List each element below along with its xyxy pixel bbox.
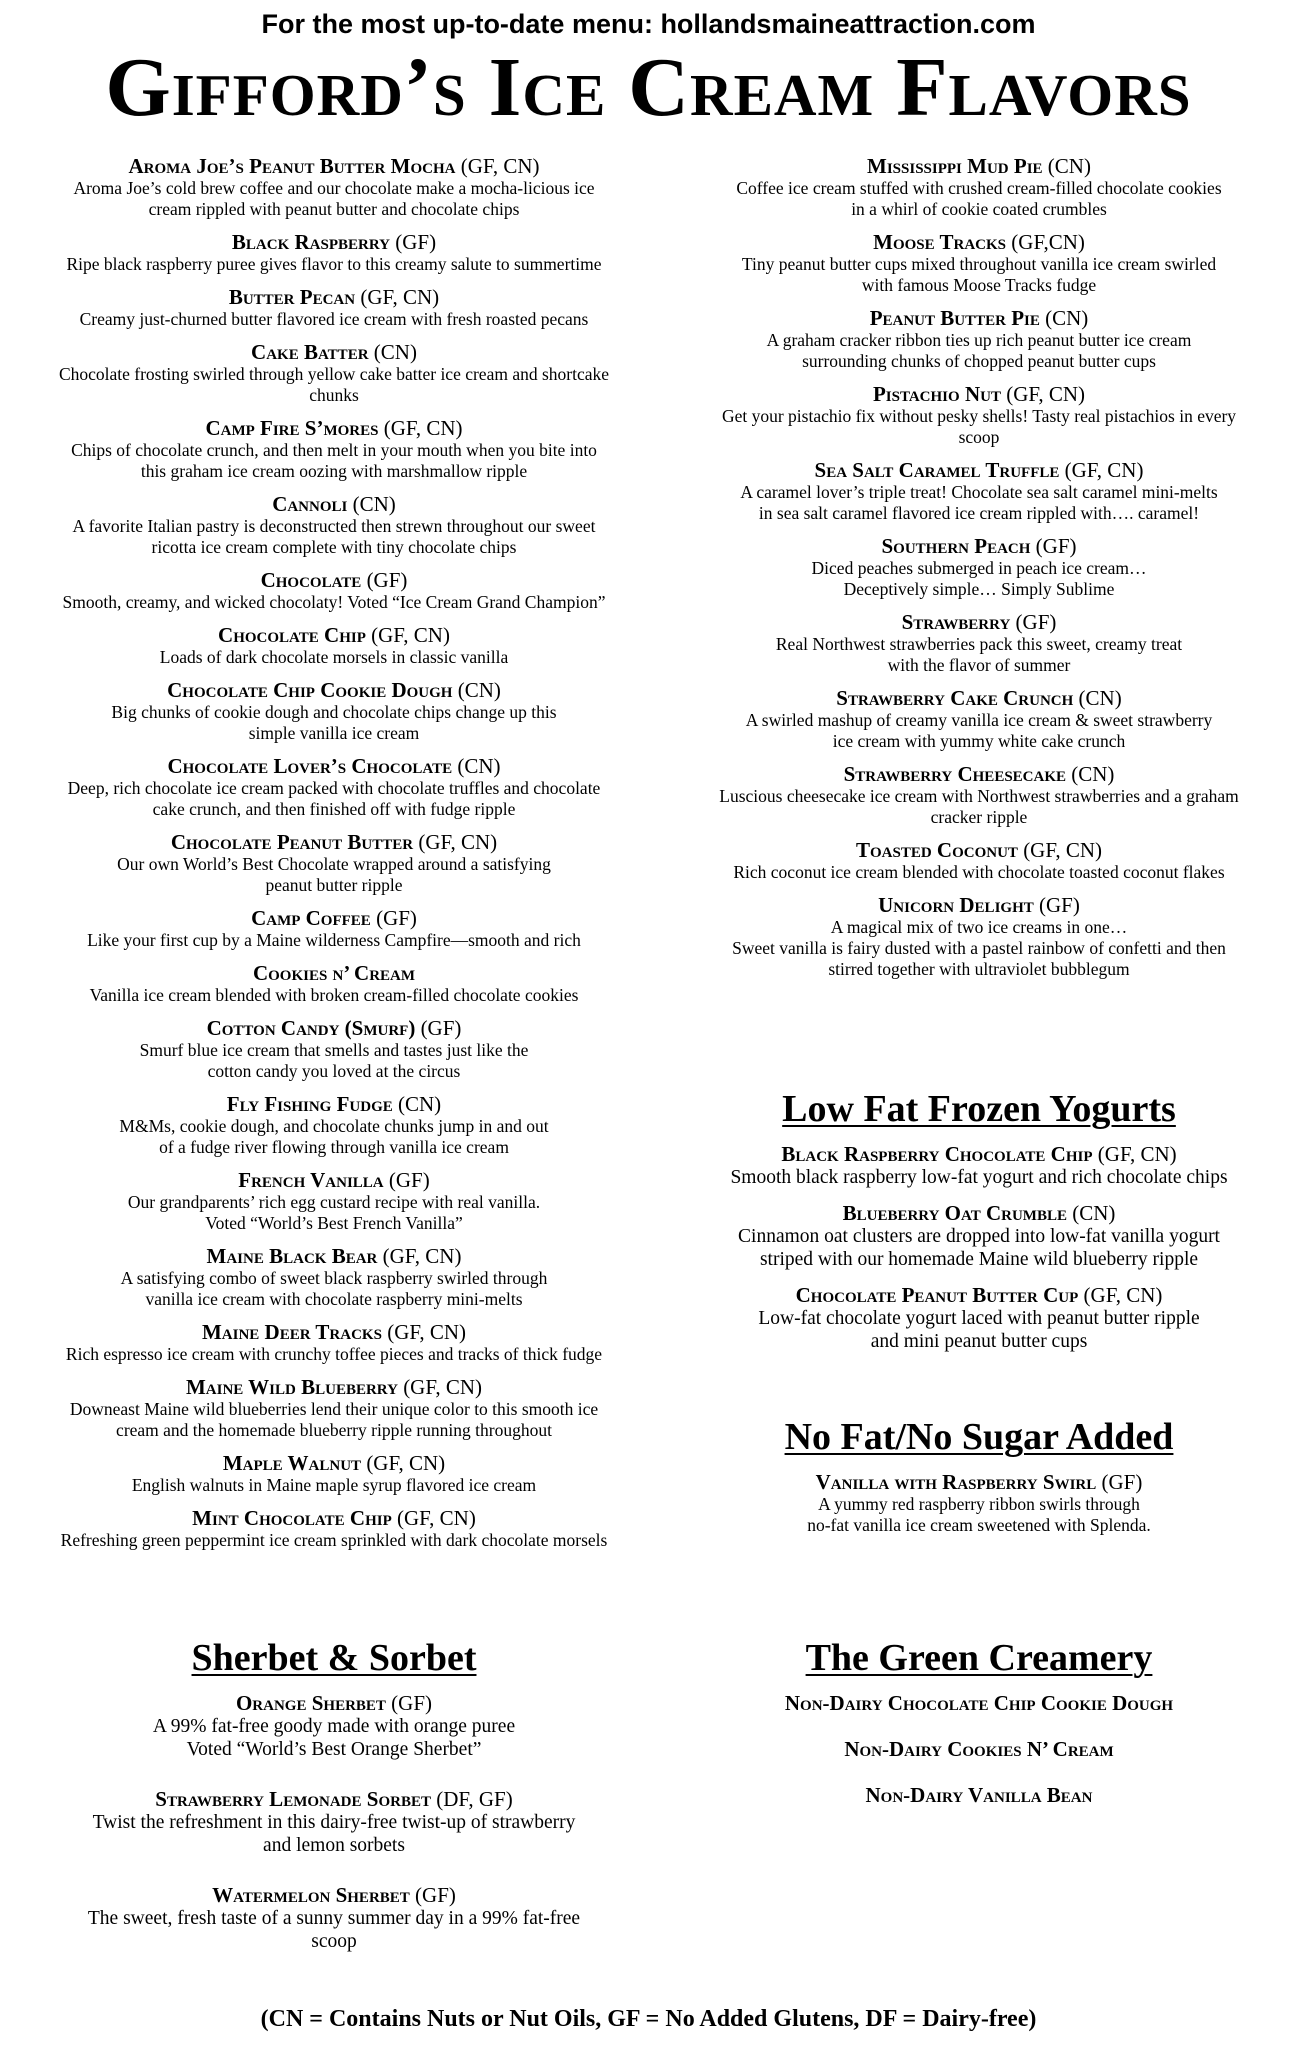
ice-cream-right-column [684, 154, 1274, 990]
flavor-description: Smooth, creamy, and wicked chocolaty! Voted “Ice Cream Grand Champion” [62, 592, 606, 612]
flavor-description: Get your pistachio fix without pesky shells! Tasty real pistachios in every [721, 406, 1237, 426]
flavor-item [24, 1092, 644, 1158]
flavor-description: ricotta ice cream complete with tiny chocolate chips [151, 537, 517, 557]
flavor-description: Our grandparents’ rich egg custard recipe with real vanilla. [127, 1192, 541, 1212]
flavor-name [684, 1201, 1274, 1225]
flavor-description: Smooth black raspberry low-fat yogurt and rich chocolate chips [730, 1167, 1228, 1188]
flavor-name-text: Sea Salt Caramel Truffle [814, 458, 1060, 482]
flavor-description: Downeast Maine wild blueberries lend their unique color to this smooth ice [69, 1399, 599, 1419]
flavor-description: in sea salt caramel flavored ice cream rippled with…. caramel! [758, 503, 1200, 523]
flavor-name [24, 1787, 644, 1811]
flavor-item [684, 230, 1274, 296]
flavor-description: in a whirl of cookie coated crumbles [851, 199, 1107, 219]
flavor-tags: (GF, CN) [366, 1451, 446, 1475]
flavor-tags: (GF, CN) [397, 1506, 476, 1530]
flavor-name-text: Chocolate Lover’s Chocolate [167, 754, 453, 778]
flavor-name [24, 1691, 644, 1715]
flavor-tags: (GF, CN) [418, 830, 498, 854]
flavor-name [24, 1320, 644, 1344]
flavor-name-text: Pistachio Nut [872, 382, 1001, 406]
flavor-description: Rich espresso ice cream with crunchy toffee pieces and tracks of thick fudge [65, 1344, 603, 1364]
flavor-description: Cinnamon oat clusters are dropped into low-fat vanilla yogurt [738, 1226, 1220, 1247]
flavor-item [684, 1470, 1274, 1536]
flavor-name-text: Strawberry Cake Crunch [836, 686, 1074, 710]
flavor-description: Diced peaches submerged in peach ice cream… [811, 558, 1147, 578]
flavor-description: ice cream with yummy white cake crunch [832, 731, 1126, 751]
flavor-description: Deep, rich chocolate ice cream packed with chocolate truffles and chocolate [67, 778, 601, 798]
flavor-name-text: Vanilla with Raspberry Swirl [815, 1470, 1097, 1494]
flavor-tags: (CN) [352, 492, 396, 516]
flavor-name [24, 154, 644, 178]
flavor-tags: (GF) [1039, 893, 1080, 917]
flavor-name [24, 568, 644, 592]
flavor-item [684, 1201, 1274, 1271]
flavor-name-text: Mississippi Mud Pie [867, 154, 1043, 178]
flavor-item [24, 340, 644, 406]
flavor-description: scoop [958, 427, 1000, 447]
frozen-yogurt-list [684, 1142, 1274, 1353]
sherbet-title: Sherbet & Sorbet [191, 1637, 477, 1679]
flavor-name [684, 1283, 1274, 1307]
flavor-name [24, 1092, 644, 1116]
flavor-name [24, 340, 644, 364]
flavor-description: chunks [309, 385, 359, 405]
flavor-name [24, 754, 644, 778]
flavor-tags: (GF) [376, 906, 417, 930]
flavor-description: A favorite Italian pastry is deconstructed then strewn throughout our sweet [72, 516, 596, 536]
flavor-name [24, 1451, 644, 1475]
flavor-description: Refreshing green peppermint ice cream sprinkled with dark chocolate morsels [60, 1530, 608, 1550]
flavor-description: vanilla ice cream with chocolate raspberry mini-melts [145, 1289, 523, 1309]
flavor-description: striped with our homemade Maine wild blueberry ripple [759, 1249, 1199, 1270]
flavor-name-text: Aroma Joe’s Peanut Butter Mocha [128, 154, 456, 178]
flavor-name [24, 906, 644, 930]
flavor-description: Creamy just-churned butter flavored ice cream with fresh roasted pecans [79, 309, 589, 329]
flavor-item [24, 830, 644, 896]
flavor-list-right [684, 154, 1274, 980]
flavor-name [24, 285, 644, 309]
flavor-name [684, 893, 1274, 917]
flavor-description: A yummy red raspberry ribbon swirls through [818, 1494, 1140, 1514]
flavor-item [24, 1244, 644, 1310]
flavor-name-text: Mint Chocolate Chip [192, 1506, 392, 1530]
flavor-name-text: Chocolate Peanut Butter [170, 830, 414, 854]
no-fat-list [684, 1470, 1274, 1536]
flavor-item [684, 686, 1274, 752]
flavor-item [684, 154, 1274, 220]
flavor-tags: (CN) [457, 678, 501, 702]
flavor-name-text: Chocolate Chip [218, 623, 366, 647]
flavor-tags: (GF) [1015, 610, 1057, 634]
green-creamery-item: Non-Dairy Cookies N’ Cream [844, 1737, 1114, 1761]
flavor-description: Like your first cup by a Maine wilderness Campfire—smooth and rich [87, 930, 581, 950]
flavor-name-text: French Vanilla [238, 1168, 384, 1192]
flavor-description: with the flavor of summer [887, 655, 1071, 675]
flavor-name-text: Peanut Butter Pie [869, 306, 1040, 330]
flavor-tags: (CN) [1071, 762, 1115, 786]
flavor-description: Smurf blue ice cream that smells and tastes just like the [139, 1040, 529, 1060]
green-creamery-section [684, 1635, 1274, 1829]
no-fat-title: No Fat/No Sugar Added [784, 1416, 1174, 1458]
flavor-name-text: Strawberry [901, 610, 1011, 634]
flavor-name-text: Strawberry Cheesecake [843, 762, 1067, 786]
flavor-name-text: Unicorn Delight [878, 893, 1034, 917]
flavor-description: Rich coconut ice cream blended with chocolate toasted coconut flakes [733, 862, 1225, 882]
flavor-tags: (GF) [388, 1168, 430, 1192]
flavor-tags: (CN) [398, 1092, 442, 1116]
flavor-tags: (GF, CN) [371, 623, 450, 647]
flavor-name-text: Orange Sherbet [235, 1691, 386, 1715]
flavor-tags: (GF) [366, 568, 408, 592]
flavor-tags: (GF) [395, 230, 437, 254]
flavor-name [684, 838, 1274, 862]
flavor-name-text: Black Raspberry [231, 230, 390, 254]
flavor-name [684, 534, 1274, 558]
flavor-tags: (GF, CN) [360, 285, 440, 309]
flavor-description: peanut butter ripple [265, 875, 403, 895]
flavor-tags: (GF, CN) [1083, 1283, 1163, 1307]
flavor-tags: (CN) [1078, 686, 1122, 710]
flavor-item [684, 1142, 1274, 1189]
flavor-item [24, 754, 644, 820]
flavor-item [24, 1168, 644, 1234]
flavor-tags: (CN) [1045, 306, 1089, 330]
flavor-item [24, 961, 644, 1006]
flavor-item [684, 838, 1274, 883]
frozen-yogurt-section [684, 1086, 1274, 1365]
flavor-description: Tiny peanut butter cups mixed throughout vanilla ice cream swirled [741, 254, 1217, 274]
flavor-description: Big chunks of cookie dough and chocolate chips change up this [111, 702, 557, 722]
flavor-description: scoop [311, 1931, 357, 1952]
flavor-name [24, 961, 644, 985]
flavor-description: A 99% fat-free goody made with orange puree [152, 1716, 516, 1737]
flavor-item [24, 492, 644, 558]
flavor-description: Chocolate frosting swirled through yellow cake batter ice cream and shortcake [58, 364, 610, 384]
flavor-description: Low-fat chocolate yogurt laced with peanut butter ripple [758, 1308, 1200, 1329]
flavor-tags: (GF) [1101, 1470, 1143, 1494]
flavor-name [24, 1506, 644, 1530]
flavor-description: Vanilla ice cream blended with broken cream-filled chocolate cookies [89, 985, 579, 1005]
flavor-tags: (GF,CN) [1011, 230, 1085, 254]
flavor-name [684, 1142, 1274, 1166]
flavor-name [24, 1168, 644, 1192]
flavor-tags: (CN) [457, 754, 501, 778]
flavor-description: Aroma Joe’s cold brew coffee and our chocolate make a mocha-licious ice [73, 178, 595, 198]
flavor-description: The sweet, fresh taste of a sunny summer day in a 99% fat-free [87, 1908, 581, 1929]
flavor-name-text: Maine Deer Tracks [201, 1320, 382, 1344]
flavor-item [684, 1283, 1274, 1353]
flavor-description: Twist the refreshment in this dairy-free twist-up of strawberry [92, 1812, 576, 1833]
flavor-name [24, 1883, 644, 1907]
flavor-tags: (GF, CN) [387, 1320, 467, 1344]
flavor-description: and lemon sorbets [263, 1835, 405, 1856]
flavor-item [24, 416, 644, 482]
flavor-tags: (GF) [415, 1883, 456, 1907]
flavor-tags: (GF) [1035, 534, 1077, 558]
flavor-tags: (CN) [1047, 154, 1091, 178]
flavor-name [684, 1470, 1274, 1494]
flavor-item [684, 382, 1274, 448]
flavor-name [684, 154, 1274, 178]
flavor-description: with famous Moose Tracks fudge [861, 275, 1097, 295]
sherbet-list [24, 1691, 644, 1953]
ice-cream-left-column [24, 154, 644, 1561]
green-creamery-item: Non-Dairy Vanilla Bean [865, 1783, 1093, 1807]
flavor-item [684, 534, 1274, 600]
flavor-name-text: Camp Fire S’mores [205, 416, 379, 440]
flavor-description: M&Ms, cookie dough, and chocolate chunks jump in and out [119, 1116, 549, 1136]
flavor-name-text: Maine Black Bear [206, 1244, 378, 1268]
flavor-item [24, 1506, 644, 1551]
flavor-description: cake crunch, and then finished off with fudge ripple [152, 799, 516, 819]
flavor-description: Luscious cheesecake ice cream with Northwest strawberries and a graham [719, 786, 1239, 806]
flavor-description: Real Northwest strawberries pack this sweet, creamy treat [775, 634, 1183, 654]
sherbet-section [24, 1635, 644, 1979]
flavor-name-text: Black Raspberry Chocolate Chip [781, 1142, 1093, 1166]
flavor-name [24, 1016, 644, 1040]
flavor-description: surrounding chunks of chopped peanut butter cups [802, 351, 1156, 371]
flavor-item [24, 1375, 644, 1441]
flavor-description: A magical mix of two ice creams in one… [830, 917, 1128, 937]
flavor-description: Sweet vanilla is fairy dusted with a pastel rainbow of confetti and then [732, 938, 1226, 958]
flavor-item [24, 1691, 644, 1761]
flavor-name-text: Strawberry Lemonade Sorbet [155, 1787, 431, 1811]
flavor-tags: (GF, CN) [403, 1375, 483, 1399]
flavor-item [24, 568, 644, 613]
flavor-description: Loads of dark chocolate morsels in classic vanilla [159, 647, 509, 667]
flavor-tags: (GF) [420, 1016, 462, 1040]
flavor-name-text: Cookies n’ Cream [252, 961, 416, 985]
url-line: For the most up-to-date menu: hollandsmaineattraction.com [261, 9, 1036, 39]
flavor-name-text: Camp Coffee [251, 906, 371, 930]
flavor-description: Chips of chocolate crunch, and then melt in your mouth when you bite into [71, 440, 597, 460]
flavor-item [24, 154, 644, 220]
flavor-item [684, 458, 1274, 524]
flavor-name-text: Watermelon Sherbet [212, 1883, 410, 1907]
flavor-description: Voted “World’s Best French Vanilla” [205, 1213, 463, 1233]
flavor-name-text: Maine Wild Blueberry [185, 1375, 398, 1399]
flavor-name [24, 492, 644, 516]
flavor-name [684, 686, 1274, 710]
flavor-name [24, 416, 644, 440]
flavor-description: A caramel lover’s triple treat! Chocolate sea salt caramel mini-melts [740, 482, 1218, 502]
flavor-name-text: Moose Tracks [873, 230, 1007, 254]
no-fat-section [684, 1414, 1274, 1546]
flavor-item [684, 610, 1274, 676]
flavor-tags: (GF, CN) [382, 1244, 462, 1268]
flavor-description: of a fudge river flowing through vanilla ice cream [159, 1137, 509, 1157]
flavor-tags: (CN) [1072, 1201, 1116, 1225]
flavor-description: Voted “World’s Best Orange Sherbet” [186, 1739, 482, 1760]
flavor-name [684, 230, 1274, 254]
flavor-item [24, 678, 644, 744]
flavor-item [684, 762, 1274, 828]
flavor-tags: (GF, CN) [1097, 1142, 1177, 1166]
flavor-name [24, 230, 644, 254]
flavor-tags: (GF, CN) [1064, 458, 1144, 482]
flavor-description: Deceptively simple… Simply Sublime [843, 579, 1115, 599]
flavor-tags: (DF, GF) [436, 1787, 513, 1811]
flavor-name [24, 678, 644, 702]
flavor-name-text: Butter Pecan [228, 285, 356, 309]
flavor-description: no-fat vanilla ice cream sweetened with Splenda. [807, 1515, 1151, 1535]
flavor-description: Our own World’s Best Chocolate wrapped around a satisfying [117, 854, 551, 874]
flavor-description: cotton candy you loved at the circus [207, 1061, 461, 1081]
page-title: Gifford’s Ice Cream Flavors [105, 41, 1192, 134]
flavor-item [684, 893, 1274, 980]
flavor-name-text: Blueberry Oat Crumble [842, 1201, 1067, 1225]
flavor-name [684, 458, 1274, 482]
flavor-tags: (GF, CN) [1023, 838, 1103, 862]
flavor-description: A swirled mashup of creamy vanilla ice cream & sweet strawberry [745, 710, 1213, 730]
flavor-description: simple vanilla ice cream [248, 723, 420, 743]
flavor-tags: (GF) [391, 1691, 433, 1715]
flavor-tags: (GF, CN) [1006, 382, 1086, 406]
flavor-item [684, 306, 1274, 372]
flavor-item [24, 285, 644, 330]
flavor-description: English walnuts in Maine maple syrup flavored ice cream [131, 1475, 537, 1495]
flavor-name [684, 762, 1274, 786]
flavor-name-text: Chocolate Peanut Butter Cup [795, 1283, 1079, 1307]
flavor-tags: (GF, CN) [383, 416, 463, 440]
flavor-description: cream rippled with peanut butter and chocolate chips [148, 199, 520, 219]
green-creamery-title: The Green Creamery [805, 1637, 1153, 1679]
flavor-description: A graham cracker ribbon ties up rich peanut butter ice cream [766, 330, 1192, 350]
flavor-name-text: Southern Peach [881, 534, 1031, 558]
flavor-name-text: Cotton Candy (Smurf) [206, 1016, 416, 1040]
flavor-description: A satisfying combo of sweet black raspberry swirled through [120, 1268, 548, 1288]
flavor-description: cream and the homemade blueberry ripple running throughout [116, 1420, 552, 1440]
flavor-name-text: Cannoli [272, 492, 348, 516]
flavor-item [24, 1451, 644, 1496]
flavor-description: this graham ice cream oozing with marshmallow ripple [140, 461, 528, 481]
flavor-name [684, 306, 1274, 330]
flavor-description: Coffee ice cream stuffed with crushed cream-filled chocolate cookies [736, 178, 1222, 198]
flavor-item [24, 1787, 644, 1857]
flavor-item [24, 1883, 644, 1953]
flavor-item [24, 623, 644, 668]
green-creamery-item: Non-Dairy Chocolate Chip Cookie Dough [784, 1691, 1174, 1715]
flavor-tags: (CN) [373, 340, 417, 364]
flavor-name [684, 382, 1274, 406]
flavor-tags: (GF, CN) [460, 154, 540, 178]
flavor-item [24, 1016, 644, 1082]
flavor-name [684, 610, 1274, 634]
flavor-item [24, 906, 644, 951]
flavor-description: cracker ripple [930, 807, 1028, 827]
flavor-name-text: Toasted Coconut [855, 838, 1018, 862]
flavor-name [24, 623, 644, 647]
flavor-item [24, 1320, 644, 1365]
flavor-name [24, 830, 644, 854]
flavor-name-text: Cake Batter [251, 340, 369, 364]
flavor-name [24, 1375, 644, 1399]
flavor-name [24, 1244, 644, 1268]
flavor-item [24, 230, 644, 275]
flavor-name-text: Chocolate [260, 568, 362, 592]
flavor-name-text: Chocolate Chip Cookie Dough [167, 678, 453, 702]
frozen-yogurt-title: Low Fat Frozen Yogurts [782, 1088, 1176, 1130]
flavor-description: and mini peanut butter cups [870, 1331, 1088, 1352]
flavor-name-text: Maple Walnut [222, 1451, 362, 1475]
flavor-name-text: Fly Fishing Fudge [226, 1092, 393, 1116]
flavor-list-left [24, 154, 644, 1551]
flavor-description: Ripe black raspberry puree gives flavor to this creamy salute to summertime [66, 254, 602, 274]
legend: (CN = Contains Nuts or Nut Oils, GF = No Added Glutens, DF = Dairy-free) [260, 2006, 1037, 2032]
flavor-description: stirred together with ultraviolet bubblegum [828, 959, 1130, 979]
